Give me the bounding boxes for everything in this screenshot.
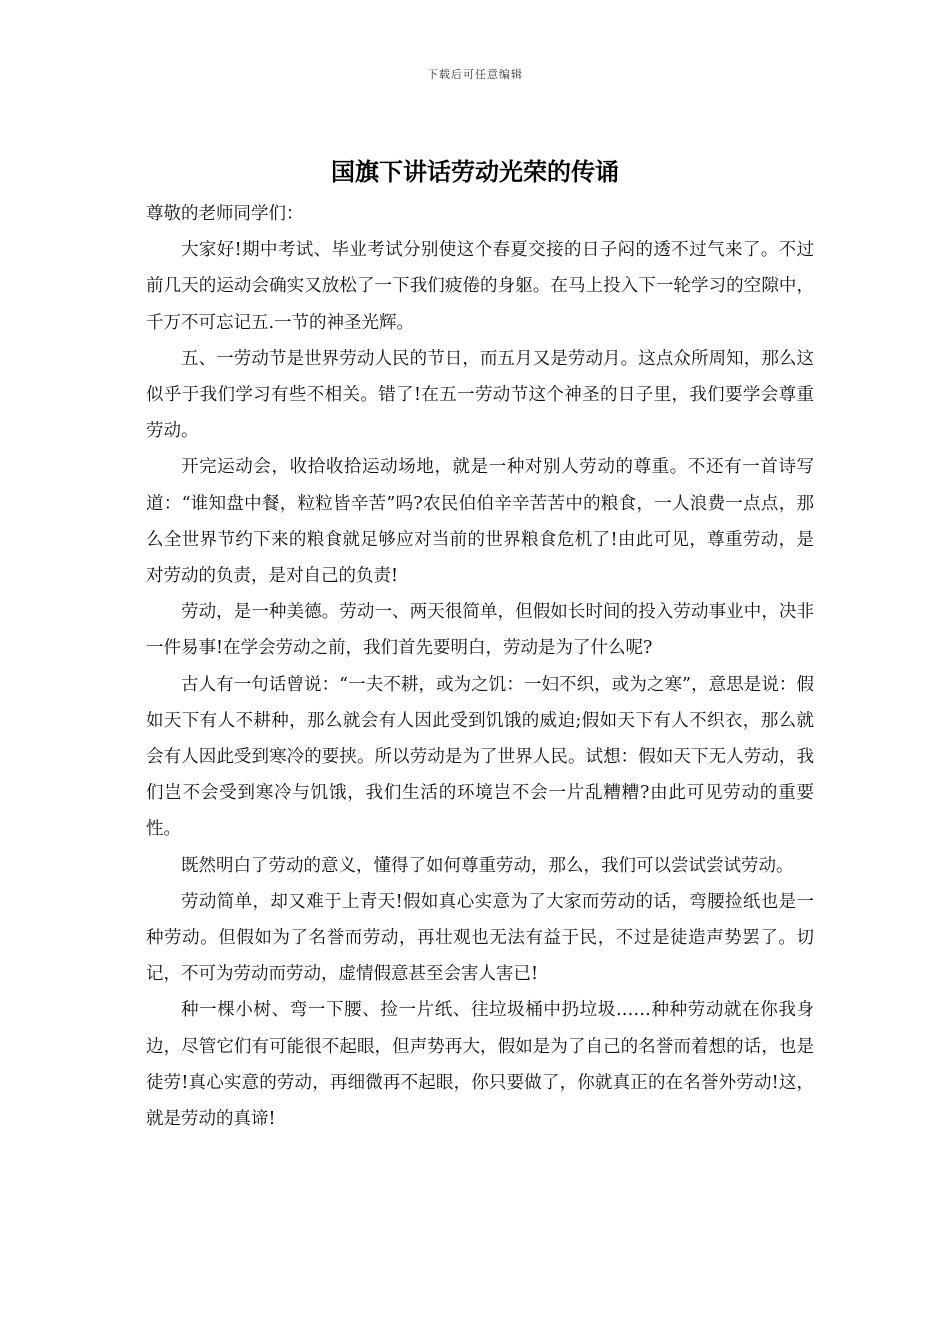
paragraph-8: 种一棵小树、弯一下腰、捡一片纸、往垃圾桶中扔垃圾……种种劳动就在你我身边，尽管它们有可能很不起眼，但声势再大，假如是为了自己的名誉而着想的话，也是徒劳!真心实意的劳动，再细微再不起眼，你只要做了，你就真正的在名誉外劳动!这，就是劳动的真谛!: [146, 1000, 814, 1130]
salutation: 尊敬的老师同学们：: [146, 204, 304, 224]
paragraph-6: 既然明白了劳动的意义，懂得了如何尊重劳动，那么，我们可以尝试尝试劳动。: [181, 855, 794, 876]
speech-body: [146, 196, 814, 1137]
page-title: 国旗下讲话劳动光荣的传诵: [331, 157, 619, 186]
paragraph-4: 劳动，是一种美德。劳动一、两天很简单，但假如长时间的投入劳动事业中，决非一件易事!在学会劳动之前，我们首先要明白，劳动是为了什么呢?: [146, 602, 814, 659]
paragraph-7: 劳动简单，却又难于上青天!假如真心实意为了大家而劳动的话，弯腰捡纸也是一种劳动。但假如为了名誉而劳动，再壮观也无法有益于民，不过是徒造声势罢了。切记，不可为劳动而劳动，虚情假意甚至会害人害已!: [146, 891, 814, 985]
paragraph-3: 开完运动会，收拾收拾运动场地，就是一种对别人劳动的尊重。不还有一首诗写道：“谁知盘中餐，粒粒皆辛苦”吗?农民伯伯辛辛苦苦中的粮食，一人浪费一点点，那么全世界节约下来的粮食就足够应对当前的世界粮食危机了!由此可见，尊重劳动，是对劳动的负责，是对自己的负责!: [146, 457, 814, 587]
paragraph-1: 大家好!期中考试、毕业考试分别使这个春夏交接的日子闷的透不过气来了。不过前几天的运动会确实又放松了一下我们疲倦的身躯。在马上投入下一轮学习的空隙中，千万不可忘记五.一节的神圣光辉。: [146, 240, 814, 333]
paragraph-5: 古人有一句话曾说：“一夫不耕，或为之饥：一妇不织，或为之寒”，意思是说：假如天下有人不耕种，那么就会有人因此受到饥饿的威迫;假如天下有人不织衣，那么就会有人因此受到寒冷的要挟。所以劳动是为了世界人民。试想：假如天下无人劳动，我们岂不会受到寒冷与饥饿，我们生活的环境岂不会一片乱糟糟?由此可见劳动的重要性。: [146, 674, 814, 840]
paragraph-2: 五、一劳动节是世界劳动人民的节日，而五月又是劳动月。这点众所周知，那么这似乎于我们学习有些不相关。错了!在五一劳动节这个神圣的日子里，我们要学会尊重劳动。: [146, 348, 814, 442]
header-note: 下载后可任意编辑: [427, 68, 523, 81]
